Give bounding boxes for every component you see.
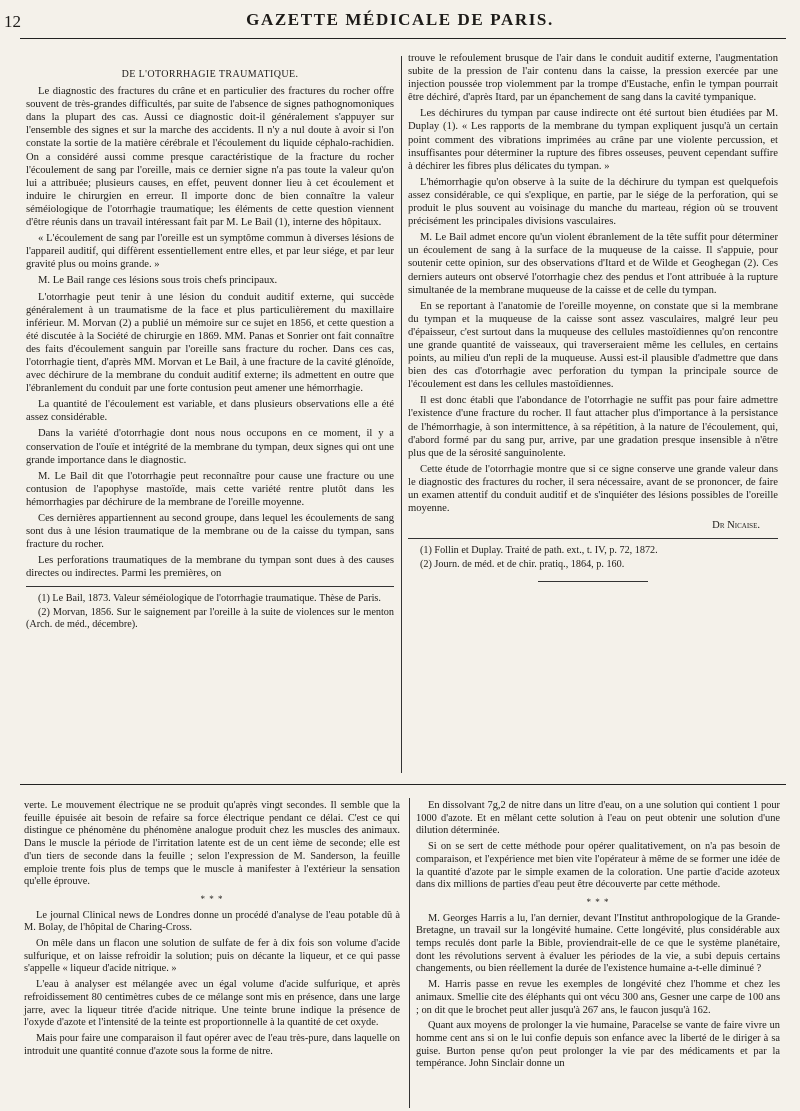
section-separator: * * * [586, 896, 610, 907]
header-rule [20, 38, 786, 39]
paragraph: Les déchirures du tympan par cause indirecte ont été surtout bien étudiées par M. Duplay (1). « Les rapports de la membrane du tympan expliquent jusqu'à un certain point comment des vibrations imprimées au crâne par une violente percussion, et insuffisantes pour déterminer la rupture des fibres osseuses, peuvent cependant suffire à déchirer les fibres plus délicates du tympan. » [408, 108, 778, 172]
paragraph: M. Le Bail admet encore qu'un violent ébranlement de la tête suffit pour déterminer un écoulement de sang à la surface de la muqueuse de la caisse. Il s'appuie, pour soutenir cette opinion, sur des observations d'Itard et de Wilde et Geoghegan (2). Ces derniers auteurs ont observé l'otorrhagie chez des pendus et l'ont attribuée à la rupture simultanée de la membrane muqueuse de la caisse et de celle du tympan. [408, 232, 778, 296]
paragraph: L'otorrhagie peut tenir à une lésion du conduit auditif externe, qui succède généralement à un traumatisme de la face et plus particulièrement du maxillaire inférieur. M. Morvan (2) a publié un mémoire sur ce sujet en 1856, et cette question a été discutée à la Société de chirurgie en 1869. MM. Panas et Sonrier ont fait connaître des faits d'écoulement sanguin par l'oreille sans fracture du rocher. Dans ces cas, l'otorrhagie tient, d'après MM. Morvan et Le Bail, à une fracture de la cavité glénoïde, avec déchirure de la membrane du conduit auditif externe; ils admettent en outre que l'ébranlement du conduit par une forte contusion peut amener une hémorrhagie. [26, 291, 394, 395]
paragraph: M. Harris passe en revue les exemples de longévité chez l'homme et chez les animaux. Smellie cite des éléphants qui ont vécu 300 ans, Gesner une carpe de 100 ans ; on dit que le brochet peut aller jusqu'à 267 ans, le faucon jusqu'à 162. [416, 979, 780, 1016]
paragraph: verte. Le mouvement électrique ne se produit qu'après vingt secondes. Il semble que la feuille épuisée ait besoin de refaire sa force électrique pendant ce délai. C'est ce qui distingue ce phénomène du phénomène analogue produit chez les muscles des animaux. Dans le muscle la période de l'irritation latente est de un cent ième de seconde; elle est d'un tiers de seconde dans la feuille ; selon l'expression de M. Sanderson, la feuille emploie trente fois plus de temps que le muscle à manifester à l'extérieur la sensation qu'elle éprouve. [24, 800, 400, 888]
paragraph: En dissolvant 7g,2 de nitre dans un litre d'eau, on a une solution qui contient 1 pour 1000 d'azote. Et en mêlant cette solution à l'eau on peut obtenir une solution d'une dilution déterminée. [416, 800, 780, 837]
footnote-rule [408, 538, 778, 539]
paragraph: Ces dernières appartiennent au second groupe, dans lequel les écoulements de sang sont dus à une lésion traumatique de la membrane ou de la caisse du tympan, sans fracture du rocher. [26, 513, 394, 551]
paragraph: M. Georges Harris a lu, l'an dernier, devant l'Institut anthropologique de la Grande-Bretagne, un travail sur la longévité humaine. Cette longévité, plus considérable aux temps reculés dont parle la Bible, proviendrait-elle de ce que le système planétaire, dont les révolutions servent à évaluer les périodes de la vie, a subi depuis certains changements, ou bien réellement la durée de l'existence humaine a-t-elle diminué ? [416, 912, 780, 975]
paragraph: Quant aux moyens de prolonger la vie humaine, Paracelse se vante de faire vivre un homme cent ans si on le lui confie depuis son enfance avec la liberté de le diriger à sa guise. Burton pense qu'on peut prolonger la vie par des médicaments et par la tempérance. John Sinclair donne un [416, 1020, 780, 1070]
article-right-text [408, 52, 778, 515]
section-rule [20, 784, 786, 785]
paragraph: La quantité de l'écoulement est variable, et dans plusieurs observations elle a été assez considérable. [26, 399, 394, 424]
paragraph: M. Le Bail dit que l'otorrhagie peut reconnaître pour cause une fracture ou une contusion de l'apophyse mastoïde, mais cette variété rentre plutôt dans les hémorrhagies par déchirure de la membrane de l'oreille moyenne. [26, 470, 394, 508]
right-footnotes [408, 545, 778, 571]
paragraph: Si on se sert de cette méthode pour opérer qualitativement, on n'a pas besoin de comparaison, et l'expérience met bien vite l'opérateur à même de se former une idée de la quantité d'azote par le simple examen de la coloration. Une partie d'acide azoteux dans dix millions de parties d'eau peut être découverte par cette méthode. [416, 841, 780, 891]
article-left-column [26, 68, 394, 633]
footnote: (2) Morvan, 1856. Sur le saignement par l'oreille à la suite de violences sur le menton (Arch. de méd., décembre). [26, 606, 394, 631]
paragraph: L'hémorrhagie qu'on observe à la suite de la déchirure du tympan est quelquefois assez considérable, ce qui s'explique, en partie, par le siége de la perforation, qui se produit le plus souvent au voisinage du manche du marteau, région où se trouvent précisément les principales divisions vasculaires. [408, 176, 778, 228]
lower-column-divider [409, 798, 410, 1108]
journal-title: GAZETTE MÉDICALE DE PARIS. [246, 10, 554, 29]
upper-column-divider [401, 56, 402, 773]
lower-right-column [416, 800, 780, 1074]
paragraph: trouve le refoulement brusque de l'air dans le conduit auditif externe, l'augmentation subite de la pression de l'air contenu dans la caisse, la pression exercée par une injection poussée trop violemment par la trompe d'Eustache, enfin le tympan pourrait être déchiré, d'après Itard, par un épanchement de sang dans la cavité tympanique. [408, 53, 778, 104]
footnote: (1) Le Bail, 1873. Valeur séméiologique de l'otorrhagie traumatique. Thèse de Paris. [38, 593, 381, 605]
article-title: DE L'OTORRHAGIE TRAUMATIQUE. [121, 69, 299, 80]
paragraph: Les perforations traumatiques de la membrane du tympan sont dues à des causes directes ou indirectes. Parmi les premières, on [26, 555, 394, 580]
paragraph: Le journal Clinical news de Londres donne un procédé d'analyse de l'eau potable dû à M. Bolay, de l'hôpital de Charing-Cross. [24, 909, 400, 934]
author-signature: Dr Nicaise. [712, 520, 760, 532]
section-separator: * * * [200, 893, 224, 904]
paragraph: « L'écoulement de sang par l'oreille est un symptôme commun à diverses lésions de l'appareil auditif, qui diffèrent essentiellement entre elles, et par leur siége, et par leur gravité plus ou moins grande. » [26, 233, 394, 271]
footnote-rule [26, 586, 394, 587]
end-rule [538, 581, 648, 582]
footnote: (1) Follin et Duplay. Traité de path. ext., t. IV, p. 72, 1872. [420, 545, 658, 557]
paragraph: On mêle dans un flacon une solution de sulfate de fer à dix fois son volume d'acide sulfurique, et on laisse refroidir la solution; puis on décante la liqueur, et ce qui passe s'appelle « liqueur d'acide nitrique. » [24, 938, 400, 975]
page-number: 12 [4, 12, 21, 31]
paragraph: En se reportant à l'anatomie de l'oreille moyenne, on constate que si la membrane du tympan et la muqueuse de la caisse sont assez vasculaires, malgré leur peu d'épaisseur, c'est surtout dans la muqueuse des cellules mastoïdiennes qu'on rencontre une grande quantité de vaisseaux, qui traverseraient même les cellules, en certains points, au milieu d'un repli de la muqueuse. Aussi est-il plausible d'admettre que dans bien des cas d'otorrhagie avec perforation du tympan la principale source de l'écoulement est dans les cellules mastoïdiennes. [408, 300, 778, 391]
paragraph: Le diagnostic des fractures du crâne et en particulier des fractures du rocher offre souvent de très-grandes difficultés, par suite de l'absence de signes pathognomoniques dans la plupart des cas. Aussi ce diagnostic doit-il généralement s'appuyer sur l'ensemble des signes et sur la marche des accidents. Il n'y a nul doute à avoir si l'on constate la sortie de la matière cérébrale et l'écoulement du liquide céphalo-rachidien. On a considéré aussi comme presque caractéristique de la fracture du rocher l'écoulement de sang par l'oreille, mais ce dernier signe n'a pas toute la valeur qu'on lui a attribuée; plusieurs causes, en effet, peuvent donner lieu à cet écoulement et induire le chirurgien en erreur. Il importe donc de bien connaître la valeur séméiologique de l'otorrhagie traumatique; les éléments de cette question viennent d'être réunis dans un travail intéressant fait par M. Le Bail (1), interne des hôpitaux. [26, 86, 394, 229]
paragraph: M. Le Bail range ces lésions sous trois chefs principaux. [38, 275, 278, 287]
article-right-column [408, 52, 778, 582]
paragraph: Il est donc établi que l'abondance de l'otorrhagie ne suffit pas pour faire admettre l'existence d'une fracture du rocher. Il faut attacher plus d'importance à la persistance de l'hémorrhagie, à son intermittence, à sa répétition, à la nature de l'écoulement, qui, d'abord formé par du sang pur, arrive, par une gradation presque insensible à n'être plus que de la sérosité sanguinolente. [408, 395, 778, 459]
paragraph: Cette étude de l'otorrhagie montre que si ce signe conserve une grande valeur dans le diagnostic des fractures du rocher, il sera nécessaire, avant de se prononcer, de faire un examen attentif du conduit auditif et de s'inquiéter des lésions possibles de l'oreille moyenne. [408, 463, 778, 515]
paragraph: L'eau à analyser est mélangée avec un égal volume d'acide sulfurique, et après refroidissement 80 centimètres cubes de ce mélange sont mis en présence, dans une large jarre, avec la liqueur titrée d'acide nitrique. Une teinte brune indique la présence de l'oxyde d'azote et l'intensité de la teinte est proportionnelle à la quantité de cet oxyde. [24, 979, 400, 1029]
paragraph: Mais pour faire une comparaison il faut opérer avec de l'eau très-pure, dans laquelle on introduit une quantité connue d'azote sous la forme de nitre. [24, 1032, 400, 1057]
footnote: (2) Journ. de méd. et de chir. pratiq., 1864, p. 160. [420, 558, 625, 570]
paragraph: Dans la variété d'otorrhagie dont nous nous occupons en ce moment, il y a conservation de l'ouïe et intégrité de la membrane du tympan, deux signes qui ont une grande importance dans le diagnostic. [26, 428, 394, 466]
lower-left-column [24, 800, 400, 1061]
left-footnotes [26, 593, 394, 631]
article-left-text [26, 85, 394, 580]
